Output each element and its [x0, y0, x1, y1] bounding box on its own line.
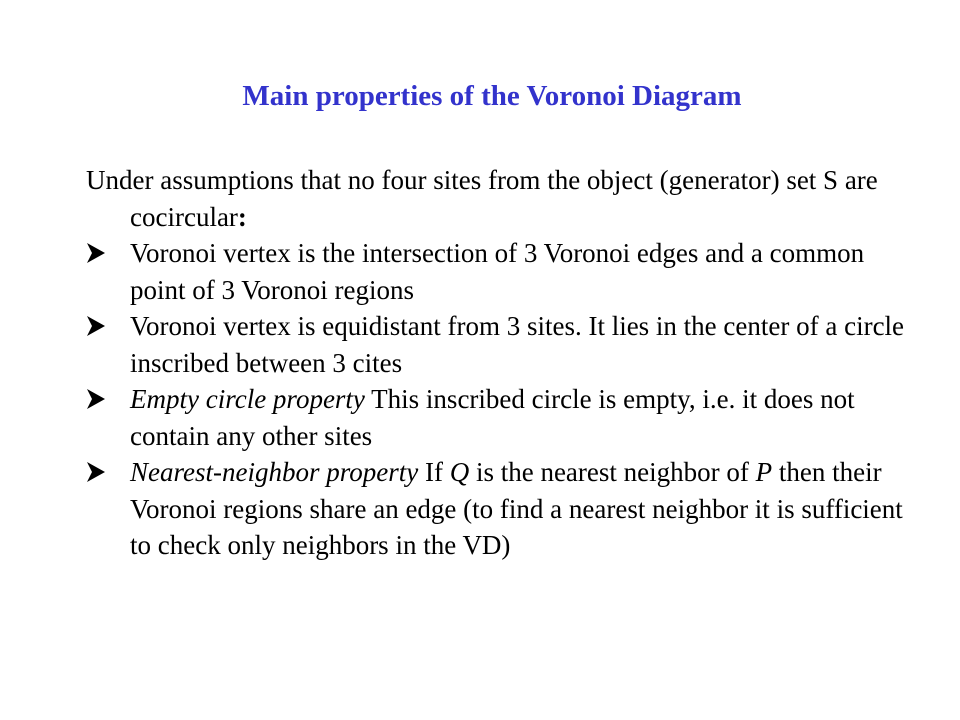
bullet-item-1 — [86, 235, 906, 308]
bullet-3-text: This inscribed circle is empty, i.e. it does not contain any other sites — [130, 384, 855, 451]
arrowhead-bullet-icon — [86, 315, 106, 337]
slide-body — [86, 162, 906, 564]
bullet-item-3 — [86, 381, 906, 454]
intro-colon: : — [237, 201, 247, 232]
bullet-4-term: Nearest-neighbor property — [130, 457, 419, 487]
arrowhead-bullet-icon — [86, 388, 106, 410]
bullet-item-2 — [86, 308, 906, 381]
intro-text: Under assumptions that no four sites from the object (generator) set S are cocircular — [86, 165, 878, 232]
bullet-4-var-p: P — [755, 457, 773, 487]
bullet-1-text: Voronoi vertex is the intersection of 3 Voronoi edges and a common point of 3 Voronoi regions — [130, 238, 865, 305]
bullet-item-4 — [86, 454, 906, 564]
arrowhead-bullet-icon — [86, 461, 106, 483]
bullet-2-text: Voronoi vertex is equidistant from 3 sites. It lies in the center of a circle inscribed between 3 cites — [130, 311, 905, 378]
bullet-4-text-c: then their Voronoi regions share an edge (to find a nearest neighbor it is sufficient to check only neighbors in the VD) — [130, 457, 903, 560]
bullet-4-text-a: If — [418, 457, 450, 487]
intro-paragraph — [86, 162, 906, 235]
bullet-3-term: Empty circle property — [130, 384, 365, 414]
bullet-4-text-b: is the nearest neighbor of — [469, 457, 756, 487]
arrowhead-bullet-icon — [86, 242, 106, 264]
slide-title: Main properties of the Voronoi Diagram — [242, 80, 742, 112]
bullet-4-var-q: Q — [449, 457, 470, 487]
